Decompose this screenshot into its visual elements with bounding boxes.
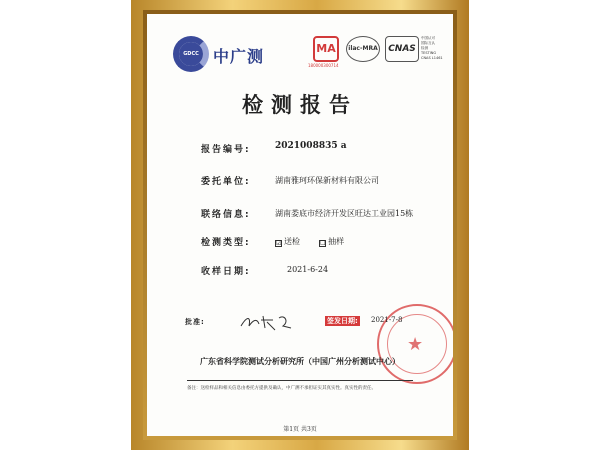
field-label-test-type: 检测类型: bbox=[201, 238, 251, 248]
gold-frame bbox=[131, 0, 469, 450]
field-label-received-date: 收样日期: bbox=[201, 267, 251, 277]
logo-emblem-icon: GDCC bbox=[179, 42, 203, 66]
field-value-contact: 湖南娄底市经济开发区旺达工业园15栋 bbox=[275, 209, 414, 218]
certificate-paper bbox=[147, 14, 453, 436]
field-value-report-no: 2021008835 a bbox=[275, 141, 347, 151]
field-value-test-type bbox=[275, 236, 344, 247]
page-number: 第1页 共3页 bbox=[283, 426, 317, 433]
ma-number: 180000300714 bbox=[308, 63, 339, 68]
logo-text: 中广测 bbox=[213, 47, 265, 66]
cnas-small-text: 中国认可 国际互认 检测 TESTING CNAS L1461 bbox=[421, 36, 443, 60]
field-label-contact: 联络信息: bbox=[201, 210, 251, 220]
field-value-received-date: 2021-6-24 bbox=[287, 265, 329, 274]
ilac-mark: ilac-MRA bbox=[346, 36, 380, 62]
option-sampling-label: 抽样 bbox=[328, 237, 345, 246]
field-label-client: 委托单位: bbox=[201, 177, 251, 187]
footer-rule bbox=[187, 380, 413, 381]
cnas-mark: CNAS bbox=[385, 36, 419, 62]
footer-note: 备注：送检样品和相关信息由委托方提供及确认，中广测不承担证实其真实性。真实性的责任。 bbox=[187, 386, 376, 391]
seal-star-icon: ★ bbox=[407, 334, 424, 355]
approve-label: 批准: bbox=[185, 318, 205, 326]
issue-date-stamp: 签发日期: bbox=[327, 317, 358, 325]
option-sent-label: 送检 bbox=[284, 237, 300, 246]
issuing-organization: 广东省科学院测试分析研究所（中国广州分析测试中心） bbox=[200, 357, 400, 366]
approver-signature bbox=[239, 312, 299, 332]
ma-mark: MA bbox=[313, 36, 339, 62]
issue-date: 2021-7-8 bbox=[371, 316, 403, 324]
field-label-report-no: 报告编号: bbox=[201, 145, 251, 155]
report-title: 检测报告 bbox=[242, 92, 358, 117]
field-value-client: 湖南雅珂环保新材料有限公司 bbox=[275, 176, 379, 185]
checkbox-sampling-icon: ☐ bbox=[320, 240, 326, 247]
checkbox-sent-icon: ☑ bbox=[276, 240, 282, 247]
